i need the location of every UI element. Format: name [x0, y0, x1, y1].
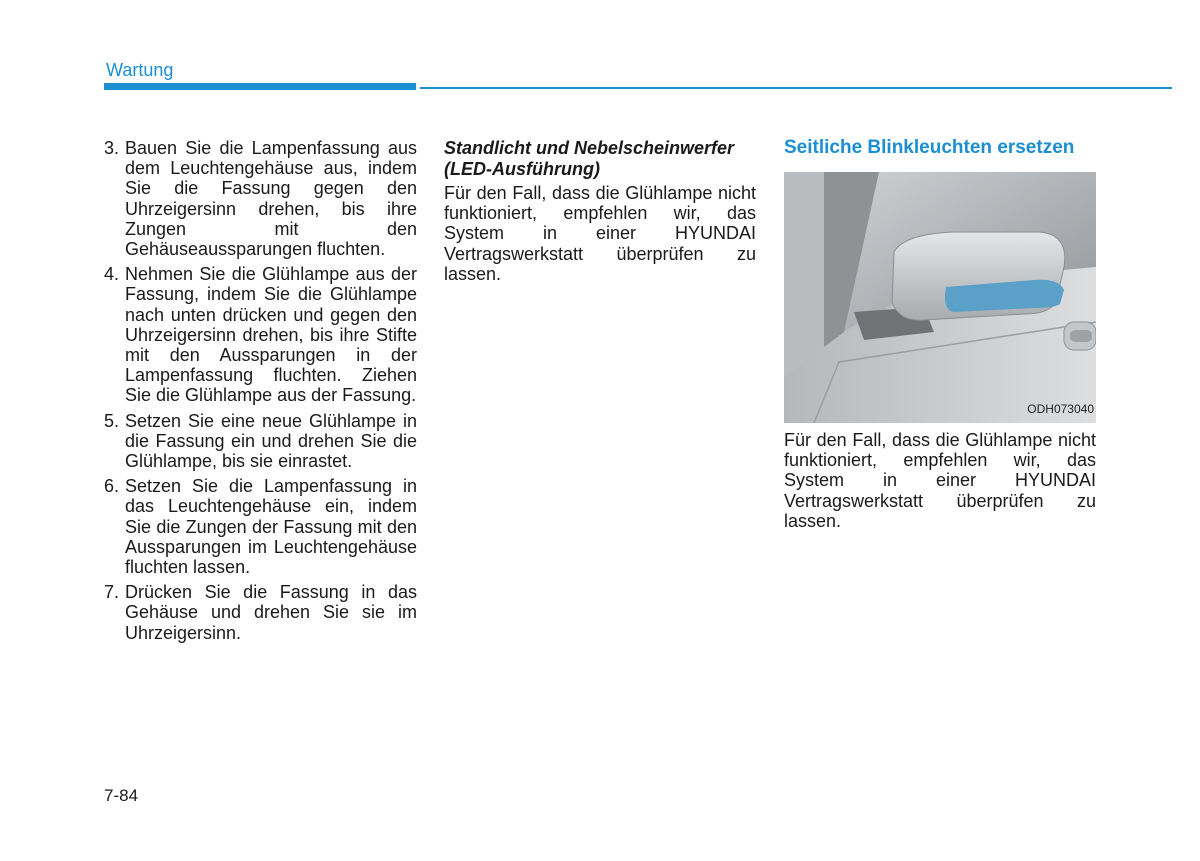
side-mirror-illustration: [784, 172, 1096, 423]
step-item: [104, 411, 417, 472]
step-number: 4.: [104, 264, 120, 285]
step-item: [104, 264, 417, 405]
header-rule-thin: [420, 87, 1172, 89]
led-lights-body: Für den Fall, dass die Glühlampe nicht funktioniert, empfehlen wir, das System in einer HYUNDAI Vertragswerkstatt überprüfen zu lassen.: [444, 183, 756, 284]
side-indicator-body: Für den Fall, dass die Glühlampe nicht funktioniert, empfehlen wir, das System in einer HYUNDAI Vertragswerkstatt überprüfen zu lassen.: [784, 430, 1096, 531]
header-rule-thick: [104, 83, 416, 90]
step-text: Nehmen Sie die Glühlampe aus der Fassung, indem Sie die Glühlampe nach unten drücken und gegen den Uhrzeigersinn drehen, bis ihre Stifte mit den Aussparungen in der Lampenfassung fluchten. Ziehen Sie die Glühlampe aus der Fassung.: [125, 264, 417, 406]
side-mirror-drawing: [784, 172, 1096, 423]
step-number: 6.: [104, 476, 120, 497]
step-number: 3.: [104, 138, 120, 158]
led-lights-heading: Standlicht und Nebelscheinwerfer (LED-Ausführung): [444, 138, 735, 179]
side-indicator-heading: Seitliche Blinkleuchten ersetzen: [784, 137, 1075, 158]
figure-code: ODH073040: [1027, 401, 1094, 416]
step-item: [104, 138, 417, 259]
step-list: [104, 138, 417, 643]
section-title: Wartung: [106, 60, 174, 80]
step-number: 7.: [104, 582, 120, 603]
column-led-lights: [444, 138, 756, 284]
step-number: 5.: [104, 410, 120, 431]
step-item: [104, 582, 417, 643]
step-text: Setzen Sie die Lampenfassung in das Leuchtengehäuse ein, indem Sie die Zungen der Fassung mit den Aussparungen im Leuchtengehäuse fluchten lassen.: [125, 476, 417, 578]
step-item: [104, 476, 417, 577]
step-text: Drücken Sie die Fassung in das Gehäuse und drehen Sie sie im Uhrzeigersinn.: [125, 582, 417, 643]
column-side-indicator: [784, 136, 1096, 531]
step-text: Bauen Sie die Lampenfassung aus dem Leuchtengehäuse aus, indem Sie die Fassung gegen den Uhrzeigersinn drehen, bis ihre Zungen mit den Gehäuseaussparungen fluchten.: [125, 138, 417, 260]
column-steps: [104, 138, 417, 648]
page-number: 7-84: [104, 786, 139, 805]
step-text: Setzen Sie eine neue Glühlampe in die Fassung ein und drehen Sie die Glühlampe, bis sie einrastet.: [125, 410, 417, 472]
